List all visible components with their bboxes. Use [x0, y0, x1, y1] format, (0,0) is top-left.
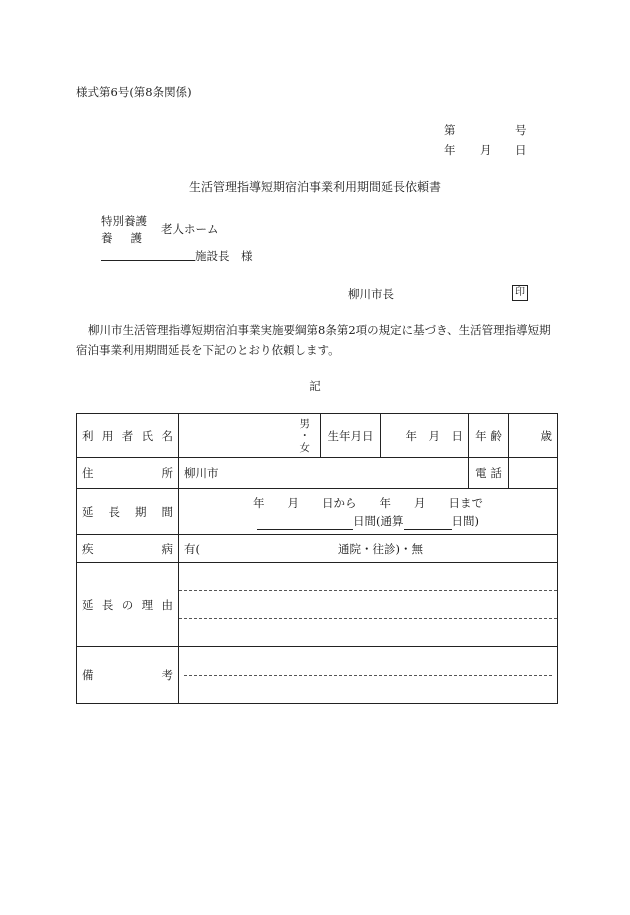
number-suffix: 号 [515, 123, 527, 137]
row-illness [77, 535, 558, 563]
body-text: 柳川市生活管理指導短期宿泊事業実施要綱第8条第2項の規定に基づき、生活管理指導短期宿泊事業利用期間延長を下記のとおり依頼します。 [76, 323, 551, 357]
document-title: 生活管理指導短期宿泊事業利用期間延長依頼書 [188, 180, 441, 194]
reason-label: 延 長 の 理 由 [77, 563, 179, 647]
sex-male: 男 [299, 417, 310, 430]
addressee-director: 施設長 様 [195, 249, 253, 263]
sex-dot: ・ [299, 429, 310, 442]
illness-label: 疾 病 [77, 535, 179, 563]
total-prefix: (通算 [376, 513, 404, 528]
period-range: 年 月 日から 年 月 日まで [253, 495, 483, 510]
address-label: 住 所 [77, 458, 179, 489]
row-reason [77, 563, 558, 647]
request-form-table [76, 413, 558, 704]
user-name-field[interactable] [179, 414, 321, 458]
facility-name-line[interactable] [101, 260, 195, 261]
sex-female: 女 [299, 441, 310, 454]
addressee-type-2: 養護 [101, 231, 160, 245]
date-month: 月 [480, 143, 492, 157]
row-extension-period [77, 489, 558, 535]
phone-label: 電 話 [469, 458, 509, 489]
extension-period-label: 延 長 期 間 [77, 489, 179, 535]
birth-field[interactable]: 年 月 日 [381, 414, 469, 458]
total-blank [404, 529, 452, 530]
addressee-type-1: 特別養護 [101, 214, 147, 228]
remarks-field[interactable] [179, 647, 558, 704]
addressee-home: 老人ホーム [161, 222, 219, 236]
form-number: 様式第6号(第8条関係) [76, 85, 192, 99]
row-user-name [77, 414, 558, 458]
days-unit: 日間 [353, 513, 376, 528]
age-field[interactable]: 歳 [509, 414, 558, 458]
total-suffix: 日間) [451, 513, 479, 528]
user-name-label: 利 用 者 氏 名 [77, 414, 179, 458]
date-year: 年 [444, 143, 456, 157]
address-field[interactable]: 柳川市 [179, 458, 469, 489]
seal-mark: 印 [512, 285, 528, 301]
illness-field[interactable]: 有( 通院・往診)・無 [179, 535, 558, 563]
birth-label: 生年月日 [321, 414, 381, 458]
row-address [77, 458, 558, 489]
age-label: 年 齢 [469, 414, 509, 458]
row-remarks [77, 647, 558, 704]
extension-period-field[interactable] [179, 489, 558, 535]
date-day: 日 [515, 143, 527, 157]
number-prefix: 第 [444, 123, 456, 137]
days-blank [257, 529, 353, 530]
remarks-label: 備 考 [77, 647, 179, 704]
sender-mayor: 柳川市長 [348, 287, 394, 301]
ki-heading: 記 [309, 379, 321, 393]
phone-field[interactable] [509, 458, 558, 489]
reason-field[interactable] [179, 563, 558, 647]
